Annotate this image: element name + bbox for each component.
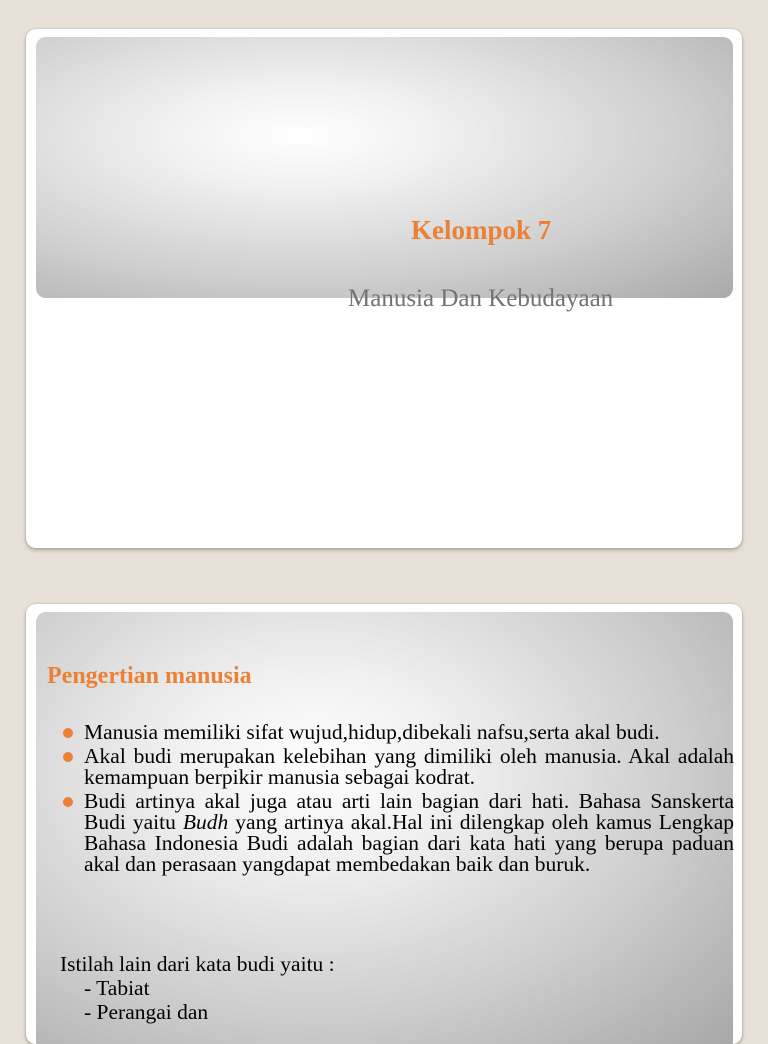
slide-1 (26, 29, 742, 548)
bullet-list (84, 722, 734, 878)
bullet-text-after: yang artinya akal.Hal ini dilengkap oleh kamus Lengkap Bahasa Indonesia Budi adalah bagian dari kata hati yang berupa paduan akal dan perasaan yangdapat membedakan baik dan buruk. (84, 810, 734, 876)
bullet-text: Manusia memiliki sifat wujud,hidup,dibekali nafsu,serta akal budi. (84, 720, 660, 744)
title-panel (36, 37, 733, 298)
term-list (60, 952, 335, 1024)
bullet-item (84, 791, 734, 875)
bullet-text-before: Budi artinya akal juga atau arti lain bagian dari hati. Bahasa Sanskerta Budi yaitu (84, 789, 734, 834)
bullet-dot-icon (63, 752, 73, 762)
bullet-dot-icon (63, 797, 73, 807)
term-item: - Perangai dan (84, 1000, 209, 1024)
section-heading: Pengertian manusia (47, 663, 252, 689)
bullet-item (84, 722, 734, 743)
content-panel (36, 612, 733, 1044)
slide-subtitle: Manusia Dan Kebudayaan (348, 285, 614, 312)
term-intro: Istilah lain dari kata budi yaitu : (60, 952, 335, 976)
bullet-text: Akal budi merupakan kelebihan yang dimiliki oleh manusia. Akal adalah kemampuan berpikir manusia sebagai kodrat. (84, 744, 734, 789)
term-item: - Tabiat (84, 976, 150, 1000)
slide-title: Kelompok 7 (411, 215, 552, 245)
bullet-item (84, 746, 734, 788)
bullet-text-italic: Budh (182, 810, 229, 834)
slide-2 (26, 604, 742, 1044)
bullet-dot-icon (63, 728, 73, 738)
